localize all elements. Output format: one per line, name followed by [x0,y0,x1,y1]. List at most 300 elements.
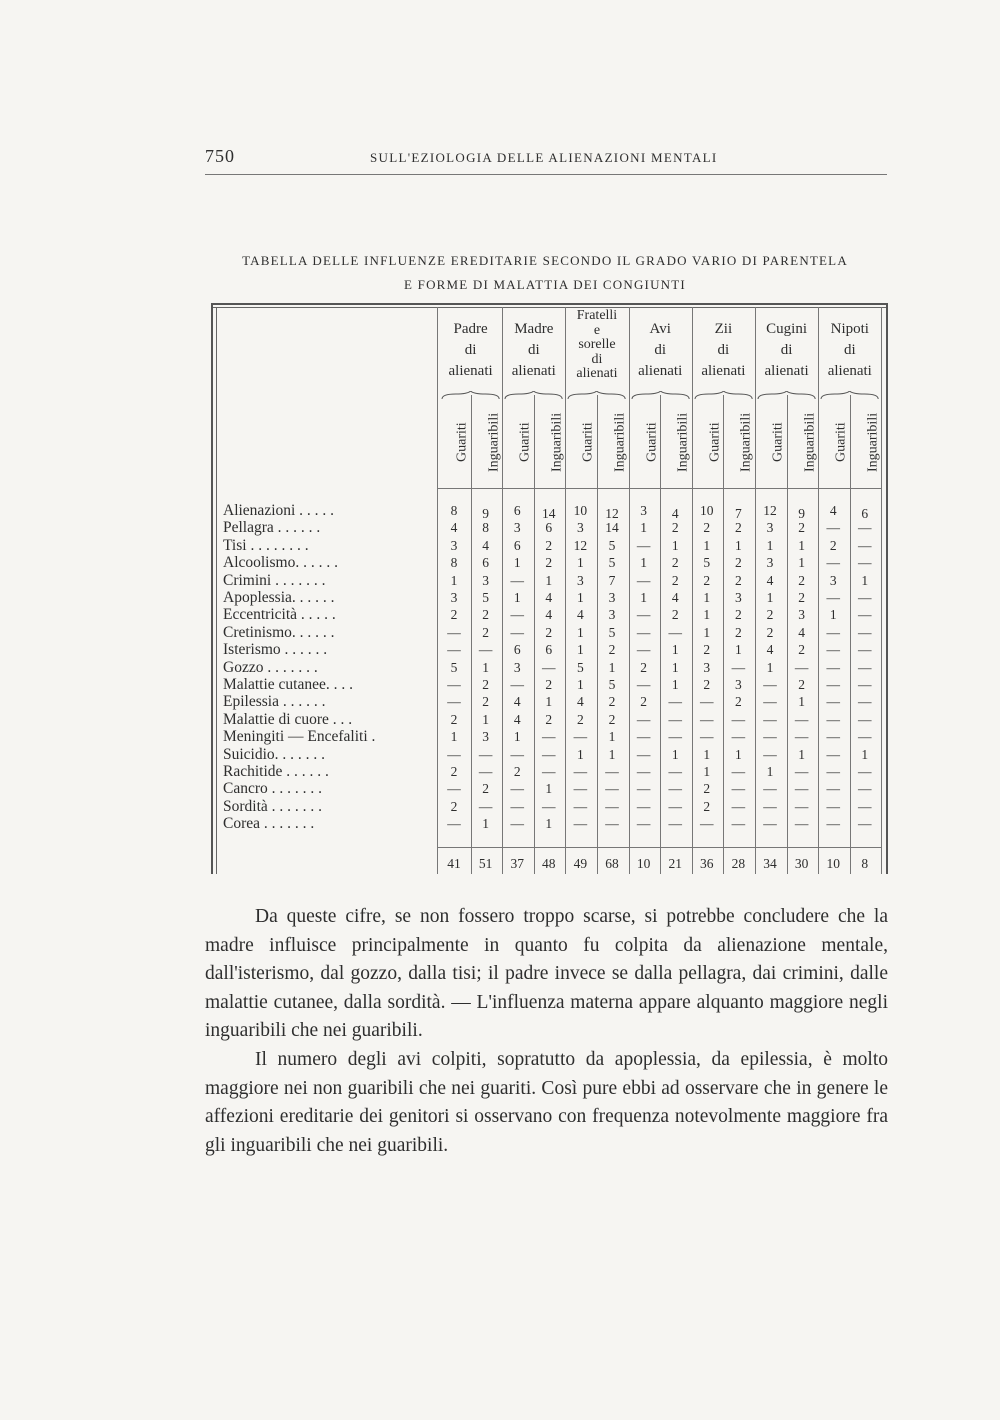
total-cell: 51 [478,856,493,871]
group-header [439,319,502,382]
table-cell: 1 [671,642,679,658]
table-cell: 1 [545,694,553,710]
table-cell: 1 [861,572,869,588]
table-cell: 2 [829,537,837,553]
table-cell: — [826,781,840,797]
table-cell: — [700,729,714,745]
group-header-line: Fratelli [576,308,618,323]
table-cell: — [636,677,651,692]
row-label: Gozzo . . . . . . . [223,658,318,676]
table-cell: 2 [513,764,521,779]
table-title-line-1: TABELLA DELLE INFLUENZE EREDITARIE SECONDO IL GRADO VARIO DI PARENTELA [242,253,848,268]
table-cell: — [636,746,651,762]
table-cell: — [731,729,746,745]
table-cell: 7 [608,572,616,588]
table-cell: — [794,764,809,779]
table-cell: 1 [577,624,584,640]
table-cell: — [668,694,682,710]
table-cell: 2 [482,607,489,623]
table-cell: 1 [608,659,616,675]
group-header-line: e [593,322,601,338]
table-cell: — [478,642,493,658]
group-header-line: alienati [448,363,493,379]
paragraph-2: Il numero degli avi colpiti, sopratutto da apoplessia, da epilessia, è molto maggiore nei non guaribili che nei guariti. Così pure ebbi ad osservare che in genere le affezioni ereditarie dei genitori si osservano con frequenza notevolmente maggiore fra gli inguaribili che nei guaribili. [205,1048,888,1156]
total-cell: 41 [447,856,461,871]
table-cell: 3 [482,729,489,745]
table-cell: — [510,607,524,623]
table-cell: 4 [577,607,584,623]
table-cell: 3 [608,607,616,623]
table-cell: — [510,746,524,762]
row-label: Cancro . . . . . . . [223,780,323,798]
table-cell: 1 [640,555,647,571]
table-cell: 10 [700,503,714,518]
table-cell: 2 [545,711,553,727]
table-cell: 1 [735,746,742,762]
table-cell: — [826,746,840,762]
table-cell: 6 [513,642,521,658]
table-cell: 1 [545,781,553,797]
table-cell: — [636,711,651,727]
total-cell: 68 [605,856,619,871]
subheader-guariti: Guariti [580,422,596,462]
table-cell: 1 [671,537,679,553]
table-cell: 2 [671,520,679,536]
table-cell: 1 [577,555,584,571]
row-label: Apoplessia. . . . . . [223,589,335,606]
table-cell: — [668,711,682,727]
table-cell: — [668,729,682,745]
table-cell: — [447,746,461,762]
table-cell: 3 [703,659,711,675]
column-divider [881,307,882,874]
table-cell: — [573,816,588,832]
table-cell: 2 [545,555,553,571]
row-label: Malattie cutanee. . . . [223,676,353,693]
row-label: Cretinismo. . . . . . [223,623,335,641]
heredity-table [211,303,888,874]
group-header [755,319,818,382]
table-border-right [886,303,888,874]
table-cell: — [763,711,777,727]
row-label: Crimini . . . . . . . [223,571,326,589]
table-cell: — [731,711,746,727]
table-cell: 3 [766,520,774,536]
table-cell: 6 [861,506,869,521]
table-cell: 1 [798,555,805,571]
total-cell: 10 [636,856,651,871]
table-cell: 2 [640,694,647,710]
table-cell: 1 [545,572,553,588]
table-cell: — [573,764,588,779]
table-cell: — [668,764,682,779]
table-title [205,249,885,297]
group-header-line: di [654,342,667,358]
table-cell: 1 [513,590,521,605]
table-cell: 1 [703,590,711,605]
table-cell: — [731,798,746,814]
row-label: Eccentricità . . . . . [223,606,336,624]
table-cell: 2 [703,781,711,797]
table-cell: 2 [450,764,458,779]
table-cell: 3 [735,590,742,605]
table-cell: 1 [671,677,679,692]
group-brace [567,391,626,401]
table-cell: 1 [671,659,679,675]
subheader-inguaribili: Inguaribili [486,412,502,472]
table-cell: 7 [735,506,742,521]
table-cell: 1 [577,642,584,658]
table-border-top [211,303,888,305]
table-cell: — [668,798,682,814]
table-cell: — [668,816,682,832]
table-cell: — [731,816,746,832]
table-cell: — [858,764,872,779]
table-cell: — [794,729,809,745]
table-cell: — [731,781,746,797]
row-label: Sordità . . . . . . . [223,797,323,815]
table-cell: 5 [608,555,616,571]
table-cell: 2 [766,607,774,623]
table-cell: 12 [605,506,619,521]
table-cell: 1 [766,590,774,605]
paragraph-1: Da queste cifre, se non fossero troppo scarse, si potrebbe concludere che la madre influisce principalmente in quanto fu colpita da alienazione mentale, dall'isterismo, dal gozzo, dalla tisi; il padre invece se dalla pellagra, dai crimini, dalle malattie cutanee, dalla sordità. — L'influenza materna appare alquanto maggiore negli inguaribili che nei guaribili. [205,906,888,1042]
table-cell: 2 [735,694,742,710]
header-rule-bottom [437,488,881,489]
table-cell: 3 [766,555,774,571]
table-cell: 2 [671,607,679,623]
table-cell: — [826,677,840,692]
table-cell: 5 [703,555,711,571]
table-cell: — [858,624,872,640]
table-cell: 1 [640,520,647,536]
group-header-line: di [527,342,540,358]
table-cell: 1 [703,624,711,640]
row-label: Meningiti — Encefaliti . [223,728,376,746]
total-cell: 30 [794,856,809,871]
subheader-inguaribili: Inguaribili [738,412,754,472]
group-header [502,319,565,382]
table-cell: 2 [482,677,489,692]
table-cell: 5 [608,624,616,640]
table-cell: 12 [573,537,588,553]
row-label: Alienazioni . . . . . [223,502,335,519]
table-cell: — [636,781,651,797]
table-cell: 2 [703,642,711,658]
table-cell: — [510,781,524,797]
table-cell: 2 [608,694,616,710]
table-cell: — [700,816,714,832]
table-cell: — [573,781,588,797]
subheader-guariti: Guariti [770,422,786,462]
table-cell: — [542,659,556,675]
table-cell: 2 [735,624,742,640]
table-cell: — [510,624,524,640]
table-cell: 2 [735,607,742,623]
total-cell: 36 [700,856,714,871]
group-header-line: alienati [638,363,683,379]
group-header-line: alienati [511,363,556,379]
table-cell: 3 [513,659,521,675]
table-cell: 4 [450,520,458,536]
table-cell: 2 [608,711,616,727]
table-cell: — [826,729,840,745]
table-cell: 1 [545,816,553,832]
table-cell: — [794,798,809,814]
table-cell: — [636,624,651,640]
table-cell: 4 [798,624,805,640]
group-header-line: Cugini [766,321,808,337]
row-label: Isterismo . . . . . . [223,641,328,659]
table-cell: — [447,781,461,797]
total-cell: 49 [573,856,588,871]
table-cell: 1 [577,590,584,605]
table-cell: — [794,816,809,832]
totals-rule [437,847,881,848]
table-cell: 1 [766,537,774,553]
table-cell: — [636,642,651,658]
table-cell: 2 [735,555,742,571]
table-cell: — [858,694,872,710]
table-cell: 1 [798,694,805,710]
table-cell: — [636,537,651,553]
table-cell: 2 [703,677,711,692]
table-cell: 2 [482,781,489,797]
subheader-guariti: Guariti [707,422,723,462]
group-header-line: Zii [714,321,733,337]
total-cell: 10 [826,856,840,871]
table-cell: 2 [798,590,805,605]
table-cell: — [794,781,809,797]
table-cell: 1 [766,764,774,779]
table-cell: 2 [482,694,489,710]
table-cell: — [447,694,461,710]
subheader-inguaribili: Inguaribili [865,412,881,472]
table-cell: 1 [482,711,489,727]
table-cell: — [794,711,809,727]
table-cell: 1 [798,746,805,762]
row-label: Epilessia . . . . . . [223,693,326,711]
table-cell: 2 [766,624,774,640]
table-cell: 10 [573,503,588,518]
table-cell: 6 [482,555,489,571]
table-cell: — [542,798,556,814]
table-cell: 9 [798,506,805,521]
table-cell: — [858,677,872,692]
table-cell: — [605,798,619,814]
table-cell: 1 [703,607,711,623]
table-cell: — [763,746,777,762]
table-cell: — [826,764,840,779]
group-header-line: alienati [827,363,872,379]
row-label: Corea . . . . . . . [223,815,315,833]
table-cell: 5 [577,659,584,675]
table-border-left-inner [216,307,217,874]
table-cell: — [858,781,872,797]
table-cell: 3 [450,590,458,605]
total-cell: 28 [731,856,746,871]
table-cell: 3 [798,607,805,623]
group-header-line: di [780,342,793,358]
table-cell: — [826,798,840,814]
table-cell: — [447,677,461,692]
table-cell: 2 [640,659,647,675]
table-cell: 5 [608,537,616,553]
table-cell: — [510,677,524,692]
table-cell: — [542,746,556,762]
subheader-guariti: Guariti [454,422,470,462]
table-cell: — [542,729,556,745]
table-cell: 8 [482,520,489,536]
table-cell: 14 [542,506,556,521]
group-header-line: alienati [764,363,809,379]
table-cell: 3 [640,503,647,518]
table-border-top-inner [211,307,888,308]
table-cell: 14 [605,520,619,536]
group-brace [757,391,816,401]
total-cell: 21 [668,856,682,871]
table-cell: 1 [450,572,458,588]
table-cell: — [478,746,493,762]
table-cell: 1 [703,764,711,779]
table-cell: — [636,729,651,745]
table-cell: 8 [450,503,458,518]
table-cell: 8 [450,555,458,571]
column-divider [437,307,438,874]
table-cell: 2 [735,572,742,588]
table-cell: 9 [482,506,489,521]
group-header-line: Nipoti [830,321,869,337]
table-cell: 2 [450,607,458,623]
table-cell: 1 [671,746,679,762]
table-cell: 2 [608,642,616,658]
table-border-left [211,303,213,874]
table-cell: — [700,694,714,710]
table-cell: 3 [735,677,742,692]
table-cell: — [826,520,840,536]
table-cell: 5 [608,677,616,692]
table-cell: 4 [545,607,553,623]
table-cell: 4 [671,590,679,605]
table-cell: 2 [671,555,679,571]
table-cell: 3 [450,537,458,553]
table-cell: — [763,781,777,797]
subheader-inguaribili: Inguaribili [802,412,818,472]
table-cell: 1 [577,746,584,762]
total-cell: 48 [542,856,556,871]
table-cell: — [763,729,777,745]
table-cell: 1 [735,642,742,658]
table-cell: — [763,816,777,832]
subheader-guariti: Guariti [517,422,533,462]
table-cell: — [858,537,872,553]
group-header-line: Avi [649,321,671,337]
group-header [565,309,628,382]
table-cell: 1 [703,537,711,553]
table-cell: — [542,764,556,779]
table-cell: 3 [577,572,584,588]
table-cell: 1 [703,746,711,762]
table-cell: 2 [545,537,553,553]
subheader-inguaribili: Inguaribili [675,412,691,472]
table-cell: — [636,798,651,814]
group-header-line: sorelle [578,337,616,352]
row-label: Malattie di cuore . . . [223,710,353,728]
table-cell: — [826,590,840,605]
table-cell: — [731,764,746,779]
table-cell: 12 [763,503,777,518]
table-cell: 1 [861,746,869,762]
table-cell: 1 [829,607,837,623]
table-cell: 2 [703,520,711,536]
subheader-inguaribili: Inguaribili [612,412,628,472]
table-cell: 2 [450,798,458,814]
table-cell: 1 [482,659,489,675]
table-cell: 4 [671,506,679,521]
table-cell: 4 [829,503,837,518]
table-cell: 3 [513,520,521,536]
table-cell: — [858,711,872,727]
table-cell: 3 [829,572,837,588]
table-cell: — [668,624,682,640]
table-cell: — [858,729,872,745]
table-cell: 3 [608,590,616,605]
group-brace [820,391,879,401]
table-cell: 2 [798,572,805,588]
header-rule [205,174,887,175]
table-cell: — [573,798,588,814]
row-label: Alcoolismo. . . . . . [223,554,338,572]
table-cell: 4 [766,572,774,588]
group-header-line: alienati [576,366,618,381]
table-cell: 1 [577,677,584,692]
total-cell: 8 [861,856,869,871]
table-cell: — [605,816,619,832]
table-cell: 6 [545,642,553,658]
subheader-inguaribili: Inguaribili [549,412,565,472]
table-cell: 1 [450,729,458,745]
table-cell: — [826,816,840,832]
table-cell: 1 [766,659,774,675]
body-text [205,903,888,1160]
table-cell: 4 [766,642,774,658]
table-cell: 5 [450,659,458,675]
table-cell: — [447,642,461,658]
table-cell: — [794,659,809,675]
table-cell: — [605,781,619,797]
table-cell: — [763,694,777,710]
table-cell: — [858,555,872,571]
row-label: Rachitide . . . . . . [223,763,329,780]
table-cell: — [478,764,493,779]
table-cell: 2 [671,572,679,588]
table-cell: 1 [608,746,616,762]
table-cell: — [447,816,461,832]
table-cell: 1 [513,555,521,571]
row-label: Tisi . . . . . . . . [223,536,309,554]
row-label: Pellagra . . . . . . [223,519,321,537]
group-header-line: alienati [701,363,746,379]
total-cell: 37 [510,856,524,871]
group-header-line: di [717,342,730,358]
page-number: 750 [205,146,235,166]
group-header-line: di [464,342,477,358]
table-cell: 2 [735,520,742,536]
table-cell: 6 [545,520,553,536]
subheader-guariti: Guariti [833,422,849,462]
table-cell: 5 [482,590,489,605]
table-cell: 2 [482,624,489,640]
